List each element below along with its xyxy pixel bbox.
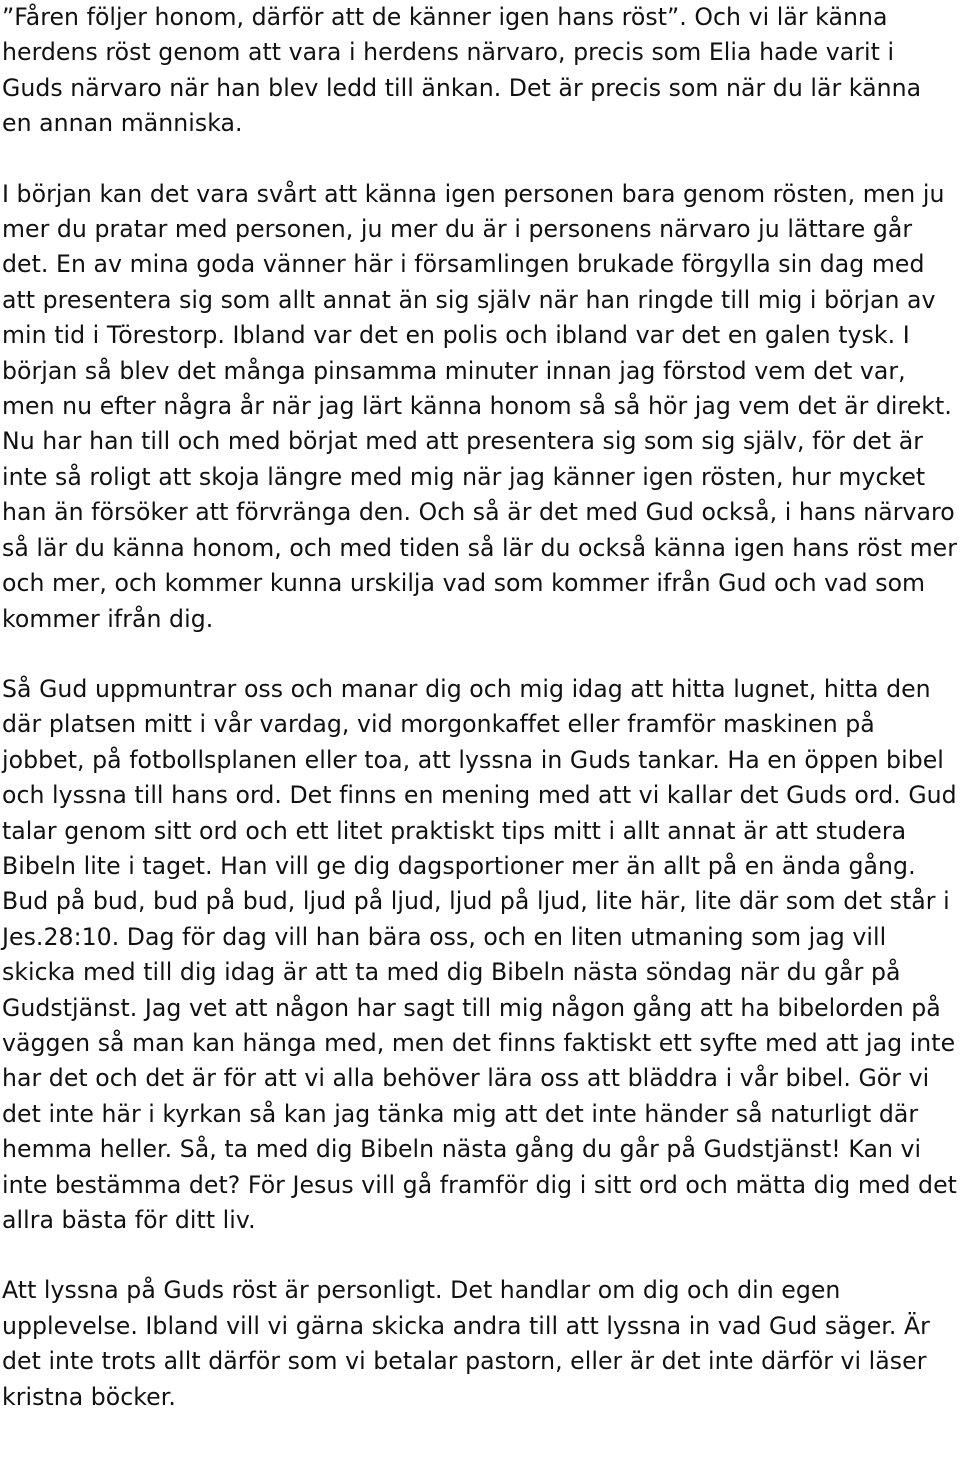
paragraph-personal-listening: Att lyssna på Guds röst är personligt. Det handlar om dig och din egen upplevelse. Ibland vill vi gärna skicka andra till att lyssna in vad Gud säger. Är det inte trots allt därför som vi betalar pastorn, eller är det inte därför vi läser kristna böcker. [2,1276,930,1411]
paragraph-sheep-follow: ”Fåren följer honom, därför att de känner igen hans röst”. Och vi lär känna herdens röst genom att vara i herdens närvaro, precis som Elia hade varit i Guds närvaro när han blev ledd till änkan. Det är precis som när du lär känna en annan människa. [2,3,922,138]
paragraph-recognize-voice: I början kan det vara svårt att känna igen personen bara genom rösten, men ju mer du pratar med personen, ju mer du är i personens närvaro ju lättare går det. En av mina goda vänner här i församlingen brukade förgylla sin dag med att presentera sig som allt annat än sig själv när han ringde till mig i början av min tid i Törestorp. Ibland var det en polis och ibland var det en galen tysk. I början så blev det många pinsamma minuter innan jag förstod vem det var, men nu efter några år när jag lärt känna honom så så hör jag vem det är direkt. Nu har han till och med börjat med att presentera sig som sig själv, för det är inte så roligt att skoja längre med mig när jag känner igen rösten, hur mycket han än försöker att förvränga den. Och så är det med Gud också, i hans närvaro så lär du känna honom, och med tiden så lär du också känna igen hans röst mer och mer, och kommer kunna urskilja vad som kommer ifrån Gud och vad som kommer ifrån dig. [2,179,957,633]
document-page [2,0,958,1415]
paragraph-god-encourages: Så Gud uppmuntrar oss och manar dig och mig idag att hitta lugnet, hitta den där platsen mitt i vår vardag, vid morgonkaffet eller framför maskinen på jobbet, på fotbollsplanen eller toa, att lyssna in Guds tankar. Ha en öppen bibel och lyssna till hans ord. Det finns en mening med att vi kallar det Guds ord. Gud talar genom sitt ord och ett litet praktiskt tips mitt i allt annat är att studera Bibeln lite i taget. Han vill ge dig dagsportioner mer än allt på en ända gång. Bud på bud, bud på bud, ljud på ljud, ljud på ljud, lite här, lite där som det står i Jes.28:10. Dag för dag vill han bära oss, och en liten utmaning som jag vill skicka med till dig idag är att ta med dig Bibeln nästa söndag när du går på Gudstjänst. Jag vet att någon har sagt till mig någon gång att ha bibelorden på väggen så man kan hänga med, men det finns faktiskt ett syfte med att jag inte har det och det är för att vi alla behöver lära oss att bläddra i vår bibel. Gör vi det inte här i kyrkan så kan jag tänka mig att det inte händer så naturligt där hemma heller. Så, ta med dig Bibeln nästa gång du går på Gudstjänst! Kan vi inte bestämma det? För Jesus vill gå framför dig i sitt ord och mätta dig med det allra bästa för ditt liv. [2,674,957,1234]
